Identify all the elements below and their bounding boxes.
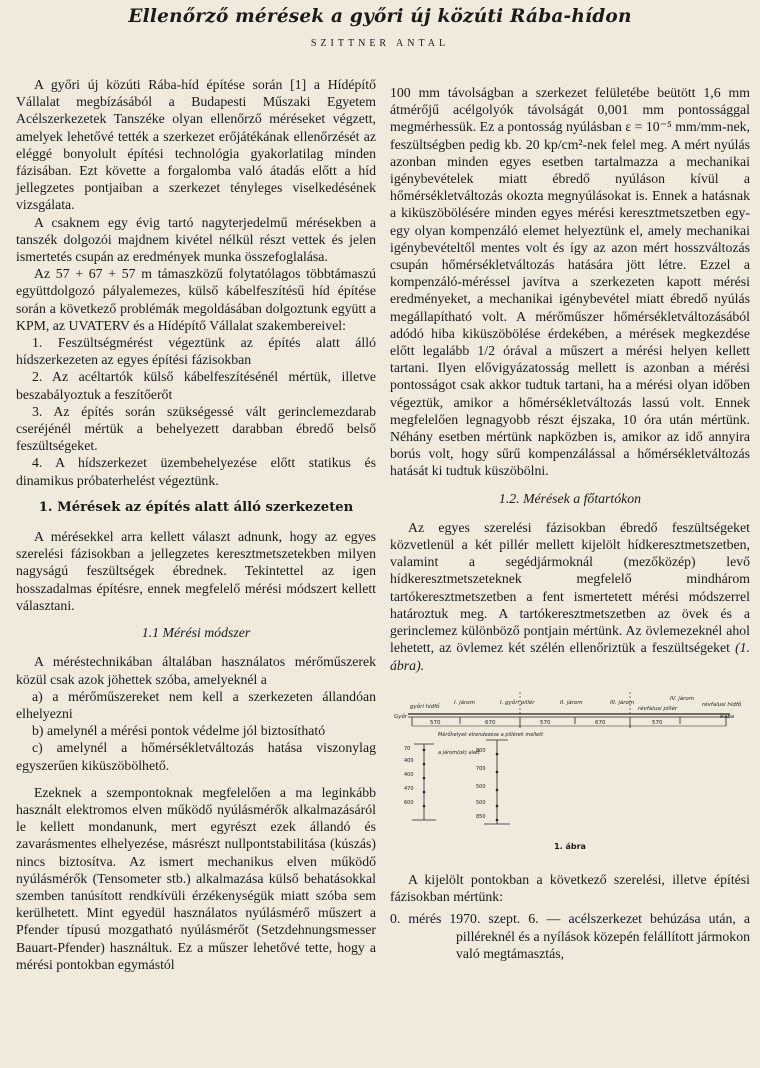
paragraph: A csaknem egy évig tartó nagyterjedelmű mérésekben a tanszék dolgozói majdnem kivétel nélkül részt vettek és jelen ismertetés csupán az eredmények munka összefoglalása. [16,214,376,265]
diagram-label: IV. járom [670,695,695,702]
paragraph: Az 57 + 67 + 57 m támaszközű folytatólagos többtámaszú együttdolgozó pályalemezes, külső kábelfeszítésű híd építése során a következő problémák megoldásában dolgoztunk együtt a KPM, az UVATERV és a Hídépítő Vállalat szakembereivel: [16,266,376,333]
diagram-label: a járom(ok) alatt [438,749,480,756]
dimension-label: 850 [476,813,486,820]
paragraph: Ezeknek a szempontoknak megfelelően a ma leginkább használt elektromos elven működő nyúlásmérők alkalmazásáról le kellett mondanunk, mert egyrészt ezek állandó és zavarásmentes elhelyezése, másrészt nullpontstabilitása (kúszás) nincs biztosítva. Az ismert mechanikus elven működő nyúlásmérők (Tensometer stb.) alkalmazása külső behatásokkal szemben tanúsított rendkívüli érzékenységük miatt szóba sem kerülhetett. Mint egyedül használatos nyúlásmérő műszert a Pfender típusú mozgatható nyúlásmérőt (Setzdehnungsmesser Bauart-Pfender) használtuk. Ez a műszer lehetővé tette, hogy a mérési pontokban egymástól [16,784,376,972]
author-name: SZITTNER ANTAL [310,38,450,49]
subsection-heading: 1.1 Mérési módszer [141,625,251,641]
subsection-heading: 1.2. Mérések a főtartókon [498,490,642,506]
paragraph-text: Az egyes szerelési fázisokban ébredő feszültségeket közvetlenül a két pillér mellett kijelölt hídkeresztmetszetben, valamint a segédjármoknál (mezőközép) levő hídkeresztmetszeteknek megfelelő mindhárom tartókeresztmetszetben a fent ismertetett mérési módszerrel határoztuk meg. A tartókeresztmetszetben az övek és a gerinclemez különböző pontjain mértünk. Az övlemezeknél ahol lehetett, az övlemez két szélén ellenőriztük a feszültségeket [390,519,750,656]
bridge-diagram [390,684,750,834]
diagram-label: révfalusi pillér [638,705,678,712]
list-item-label: 0. mérés 1970. szept. 6. — [390,911,561,927]
dimension-label: 670 [485,719,496,726]
diagram-label: révfalusi hídfő [702,701,742,708]
list-item: c) amelynél a hőmérsékletváltozás hatása viszonylag egyszerűen kiküszöbölhető. [16,740,376,773]
measurement-points [423,748,499,821]
dimension-label: 400 [404,771,414,778]
list-item [390,910,750,962]
dimension-label: 700 [476,765,486,772]
dimension-label: 570 [652,719,663,726]
list-item: 2. Az acéltartók külső kábelfeszítésénél mértük, illetve beszabályoztuk a feszítőerőt [16,369,376,402]
left-column [16,76,376,973]
page-title: Ellenőrző mérések a győri új közúti Rába-hídon [128,6,632,27]
paragraph: A mérésekkel arra kellett választ adnunk, hogy az egyes szerelési fázisokban a jellegzetes keresztmetszetekben milyen nagyságú feszültségek ébrednek. Tekintettel az igen hosszadalmas építésre, ennek megfelelő mérési módszert kellett választani. [16,529,376,613]
paragraph [390,519,750,674]
list-item: b) amelynél a mérési pontok védelme jól biztosítható [32,723,326,739]
list-item: 1. Feszültségmérést végeztünk az építés alatt álló hídszerkezeten az egyes építési fázisokban [16,335,376,368]
list-item: a) a mérőműszereket nem kell a szerkezeten állandóan elhelyezni [16,688,376,721]
diagram-label: Mérőhelyek elrendezése a pillérek mellett [438,731,544,738]
diagram-label: I. járom [454,699,476,706]
paragraph: 100 mm távolságban a szerkezet felületébe beütött 1,6 mm átmérőjű acélgolyók távolságát 0,001 mm pontossággal megmérhessük. Ez a pontosság nyúlásban ε = 10⁻⁵ mm/mm-nek, feszültségben pedig kb. 20 kp/cm²-nek felel meg. A mért nyúlás azonban minden egyes esetben tartalmazza a mechanikai igénybevételek miatt ébredő nyúláson kívül a hőmérsékletváltozás okozta megnyúlásokat is. Ennek a hatásnak a kiküszöbölésére minden egyes mérési keresztmetszetben egy-egy olyan kompenzáló elemet helyeztünk el, amely mechanikai igénybevételtől mentes volt és így az azon mért hosszváltozás csupán hőmérsékletváltozás hatására jött létre. Ezzel a kompenzáló-méréssel javítva a szerkezeten kapott mérési eredményeket, a mechanikai igénybevétel miatt ébredő nyúlás megállapítható volt. A mérőműszer hőmérsékletváltozásából adódó hiba kiküszöbölése érdekében, a mérések megkezdése előtt legalább 1/2 órával a műszert a mérési helyen kellett tartani. Ilyen elővigyázatosság mellett is azonban a mérési pontosságot csak akkor tudtuk tartani, ha a mérési olyan időben végeztük, amikor a hőmérsékletváltozás lassú volt. Ennek megfelelően legnagyobb részt éjszaka, 10 óra után mértünk. Néhány esetben mértünk napközben is, amikor az idő annyira borús volt, hogy sűrű kompenzálással a hőmérsékletváltozás hatását ki tudtuk küszöbölni. [390,85,750,479]
figure-reference: (1. ábra). [390,640,751,673]
list-item: 3. Az építés során szükségessé vált gerinclemezdarab cseréjénél mértük a behelyezett darabban ébredő belső feszültségeket. [16,403,376,454]
diagram-label: II. járom [560,699,583,706]
diagram-label: Győr [394,713,408,720]
dimension-label: 670 [595,719,606,726]
cross-section-left [412,744,436,820]
dimension-label: 70 [404,745,411,752]
cross-section-right [484,740,510,824]
diagram-label: III. járom [610,699,635,706]
paragraph: A győri új közúti Rába-híd építése során [1] a Hídépítő Vállalat megbízásából a Budapesti Műszaki Egyetem Acélszerkezetek Tanszéke olyan ellenőrző méréseket végzett, amelyek lehetővé tették a szerkezet erőjátékának ellenőrzését az eléggé bonyolult építési technológia gyakorlatilag minden fázisában. Ezt követte a forgalomba való átadás előtt a híd jellegzetes pontjaiban a szerkezet tényleges viselkedésének vizsgálata. [16,77,376,213]
diagram-label: győri hídfő [410,703,440,710]
list-item-text: acélszerkezet behúzása után, a pilléreknél és a nyílások közepén felállított jármokon való megtámasztás, [456,911,751,961]
dimension-label: 570 [540,719,551,726]
list-item: 4. A hídszerkezet üzembehelyezése előtt statikus és dinamikus próbaterhelést végeztünk. [16,455,376,488]
diagram-label: I. győri pillér [500,699,535,706]
dimension-label: 800 [476,747,486,754]
right-column [390,84,750,962]
dimension-label: 600 [404,799,414,806]
paragraph: A kijelölt pontokban a következő szerelési, illetve építési fázisokban mértünk: [390,871,750,905]
diagram-label: Rába [720,713,735,720]
dimension-label: 570 [430,719,441,726]
figure-caption: 1. ábra [554,841,586,851]
section-heading: 1. Mérések az építés alatt álló szerkezeten [38,499,354,515]
dimension-label: 500 [476,799,486,806]
figure-diagram [390,684,750,834]
dimension-label: 470 [404,785,414,792]
paragraph: A méréstechnikában általában használatos mérőműszerek közül csak azok jöhettek szóba, amelyeknél a [16,654,376,687]
dimension-label: 500 [476,783,486,790]
dimension-label: 400 [404,757,414,764]
